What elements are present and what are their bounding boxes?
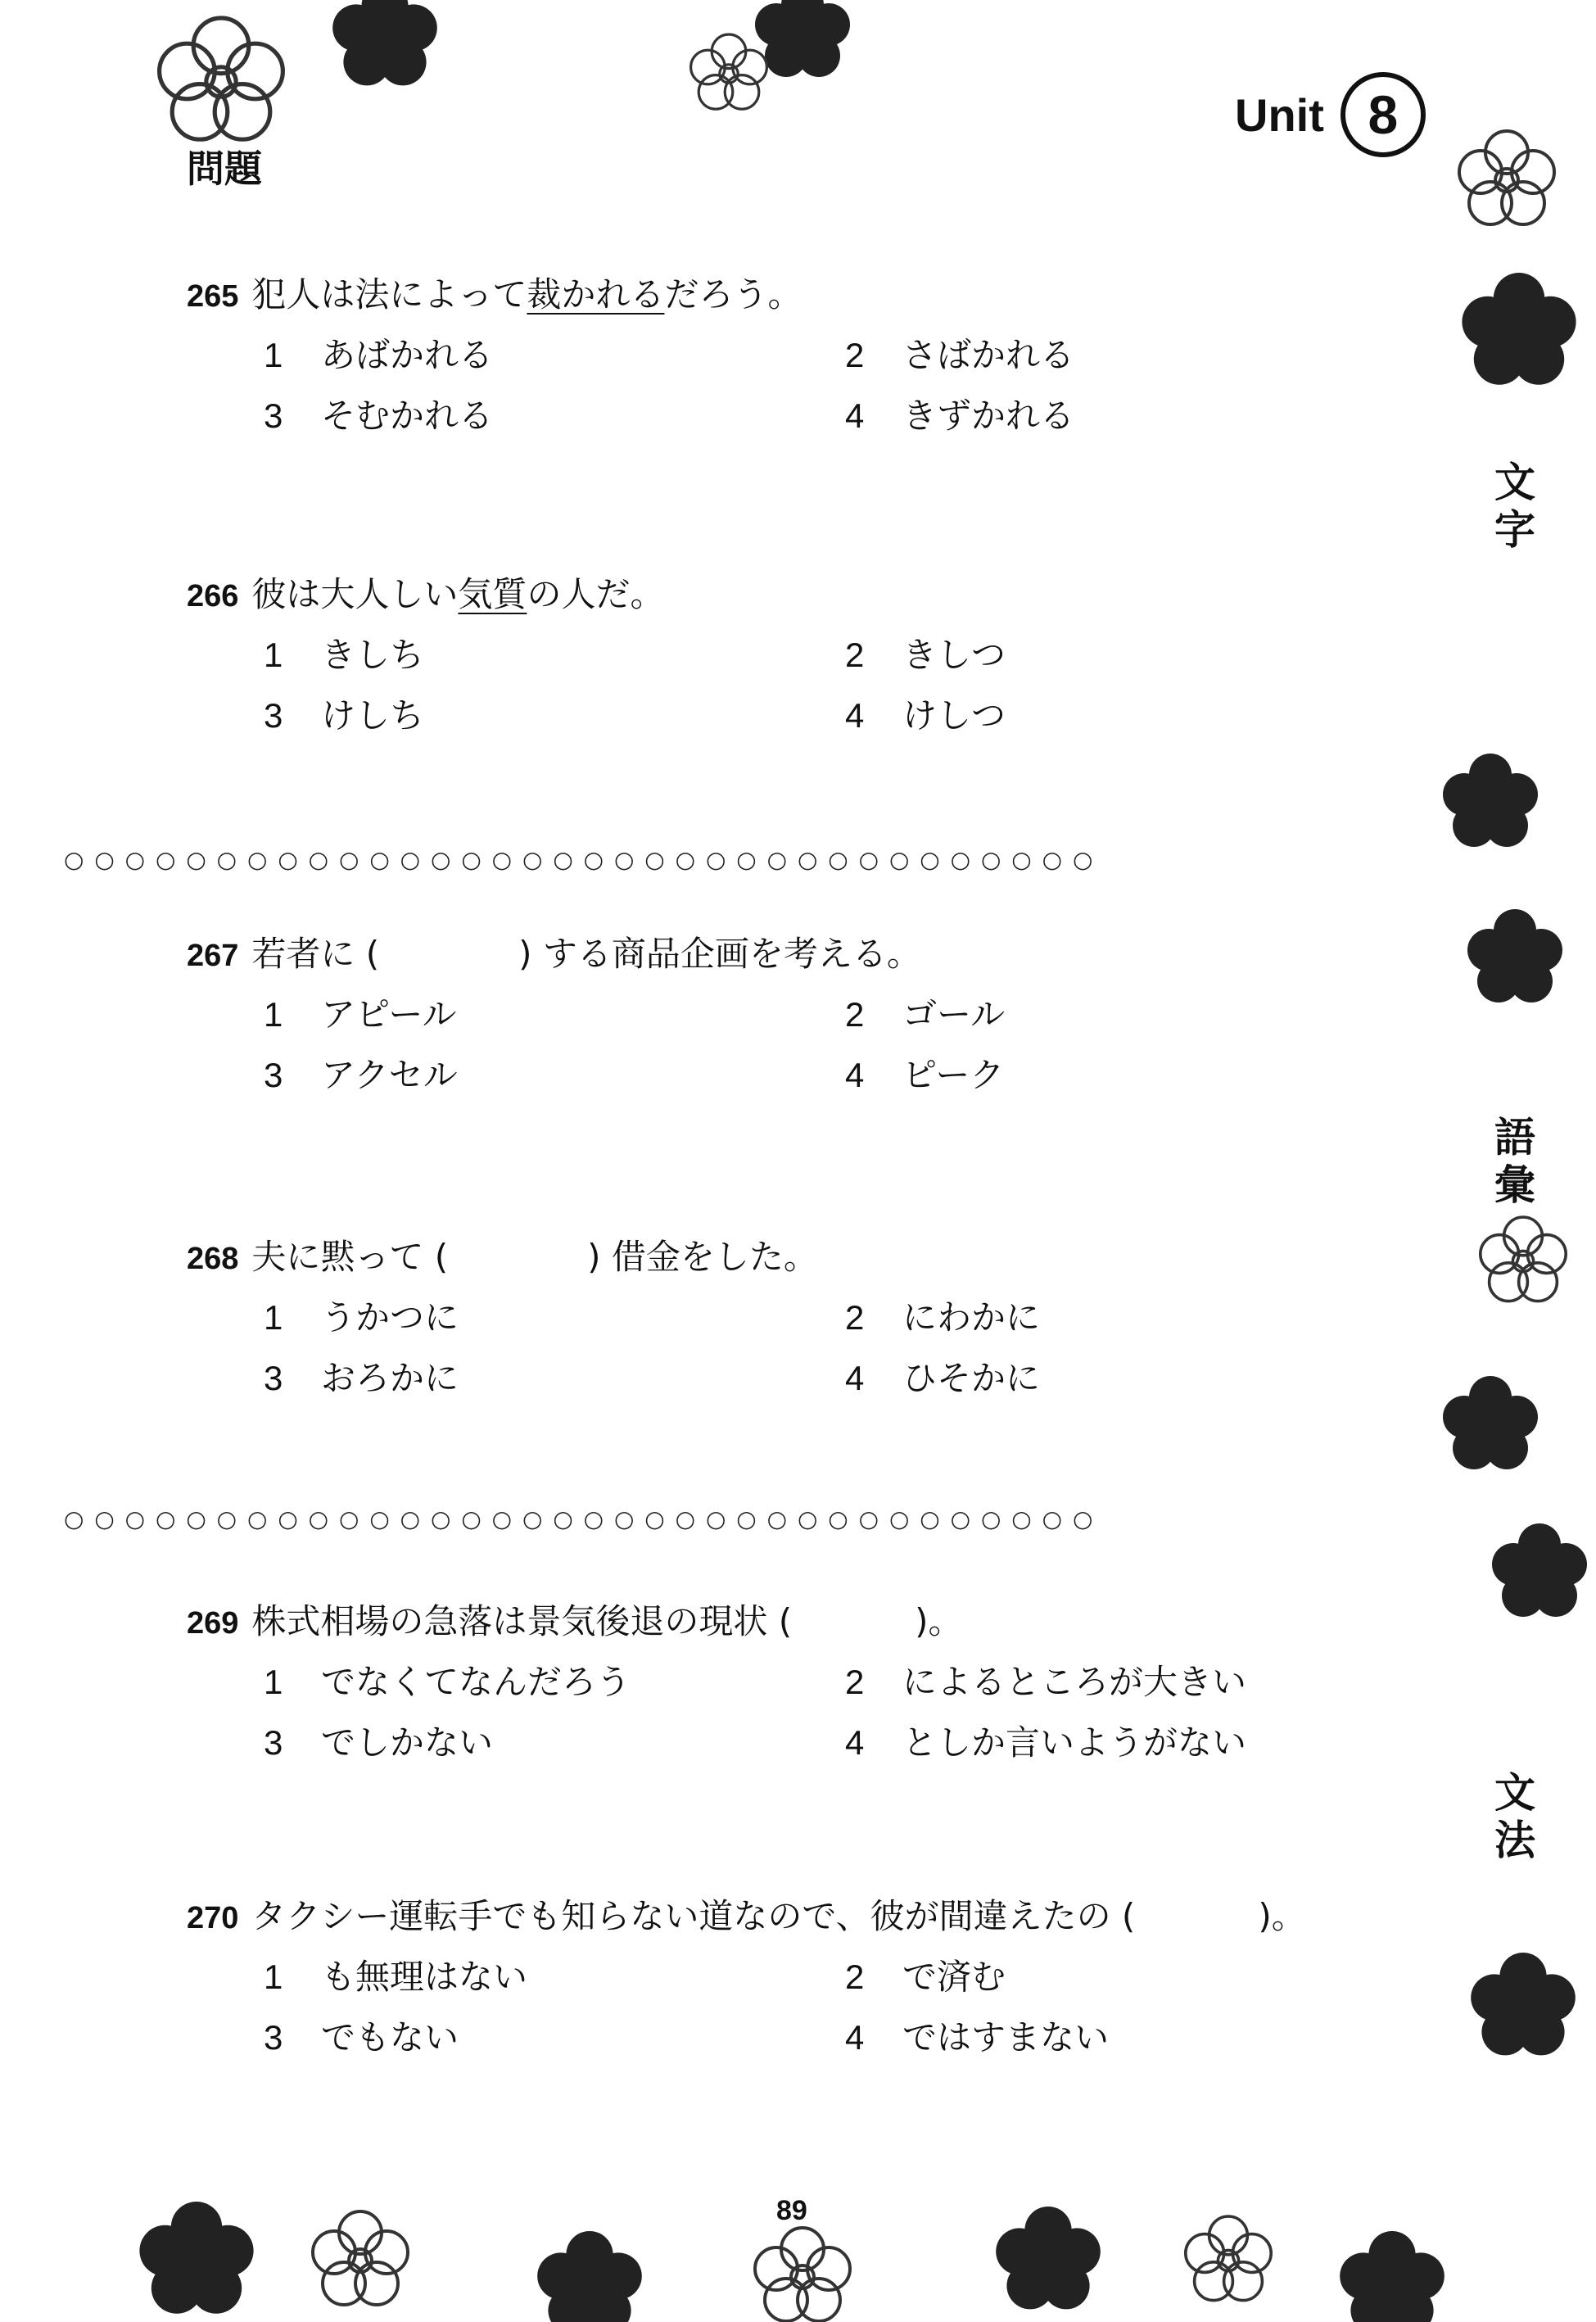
answer-option[interactable]: 1 アピール [264, 994, 457, 1034]
answer-options [264, 990, 1415, 1100]
answer-option[interactable]: 2 きしつ [845, 635, 1006, 675]
underlined-word: 裁かれる [527, 274, 665, 315]
side-tab-bunpo: 文法 [1494, 1769, 1535, 1864]
answer-option[interactable]: 4 ひそかに [845, 1358, 1041, 1398]
question-number: 266 [187, 579, 239, 613]
answer-option[interactable]: 1 きしち [264, 635, 425, 675]
answer-option[interactable]: 3 アクセル [264, 1055, 458, 1095]
answer-option[interactable]: 2 にわかに [845, 1297, 1041, 1338]
question-stem: 267 若者に ( ) する商品企画を考える。 [187, 934, 921, 974]
question-number: 270 [187, 1901, 239, 1935]
answer-options [264, 1293, 1415, 1403]
question-270 [187, 1892, 1415, 2062]
question-269 [187, 1597, 1415, 1768]
answer-option[interactable]: 3 でしかない [264, 1722, 494, 1763]
answer-option[interactable]: 3 でもない [264, 2017, 459, 2057]
answer-option[interactable]: 1 あばかれる [264, 335, 494, 375]
question-number: 268 [187, 1242, 239, 1276]
question-stem: 265 犯人は法によって裁かれるだろう。 [187, 274, 803, 315]
question-266 [187, 570, 1415, 740]
question-number: 265 [187, 279, 239, 314]
question-stem: 266 彼は大人しい気質の人だ。 [187, 574, 665, 614]
unit-badge [1235, 72, 1426, 157]
section-separator: ○ ○ ○ ○ ○ ○ ○ ○ ○ ○ ○ ○ ○ ○ ○ ○ ○ ○ ○ ○ ○ ○ ○ ○ ○ ○ ○ ○ ○ ○ ○ ○ ○ ○ [64, 846, 1095, 873]
answer-option[interactable]: 1 も無理はない [264, 1957, 528, 1997]
answer-option[interactable]: 4 としか言いようがない [845, 1722, 1247, 1763]
answer-option[interactable]: 1 でなくてなんだろう [264, 1662, 631, 1702]
section-title: 問題 [187, 147, 262, 191]
question-268 [187, 1233, 1415, 1403]
answer-option[interactable]: 3 そむかれる [264, 396, 494, 436]
unit-label: Unit [1235, 88, 1324, 141]
question-number: 267 [187, 939, 239, 973]
question-stem: 269 株式相場の急落は景気後退の現状 ( )。 [187, 1601, 963, 1641]
answer-options [264, 331, 1415, 441]
answer-options [264, 1953, 1415, 2062]
underlined-word: 気質 [458, 574, 527, 614]
answer-option[interactable]: 4 けしつ [845, 695, 1006, 736]
answer-option[interactable]: 3 おろかに [264, 1358, 459, 1398]
page-number: 89 [776, 2195, 807, 2226]
answer-options [264, 631, 1415, 740]
answer-option[interactable]: 1 うかつに [264, 1297, 459, 1338]
answer-option[interactable]: 4 きずかれる [845, 396, 1075, 436]
section-separator: ○ ○ ○ ○ ○ ○ ○ ○ ○ ○ ○ ○ ○ ○ ○ ○ ○ ○ ○ ○ ○ ○ ○ ○ ○ ○ ○ ○ ○ ○ ○ ○ ○ ○ [64, 1505, 1095, 1532]
question-265 [187, 270, 1415, 441]
answer-option[interactable]: 2 ゴール [845, 994, 1006, 1034]
answer-option[interactable]: 2 で済む [845, 1957, 1006, 1997]
answer-option[interactable]: 2 さばかれる [845, 335, 1075, 375]
side-tab-goi: 語彙 [1494, 1114, 1535, 1209]
answer-option[interactable]: 2 によるところが大きい [845, 1662, 1247, 1702]
answer-options [264, 1658, 1415, 1768]
side-tab-moji: 文字 [1494, 459, 1535, 554]
question-stem: 268 夫に黙って ( ) 借金をした。 [187, 1237, 818, 1277]
question-number: 269 [187, 1606, 239, 1641]
unit-number: 8 [1341, 72, 1426, 157]
answer-option[interactable]: 3 けしち [264, 695, 425, 736]
question-267 [187, 930, 1415, 1100]
answer-option[interactable]: 4 ではすまない [845, 2017, 1110, 2057]
question-stem: 270 タクシー運転手でも知らない道なので、彼が間違えたの ( )。 [187, 1896, 1306, 1936]
answer-option[interactable]: 4 ピーク [845, 1055, 1005, 1095]
